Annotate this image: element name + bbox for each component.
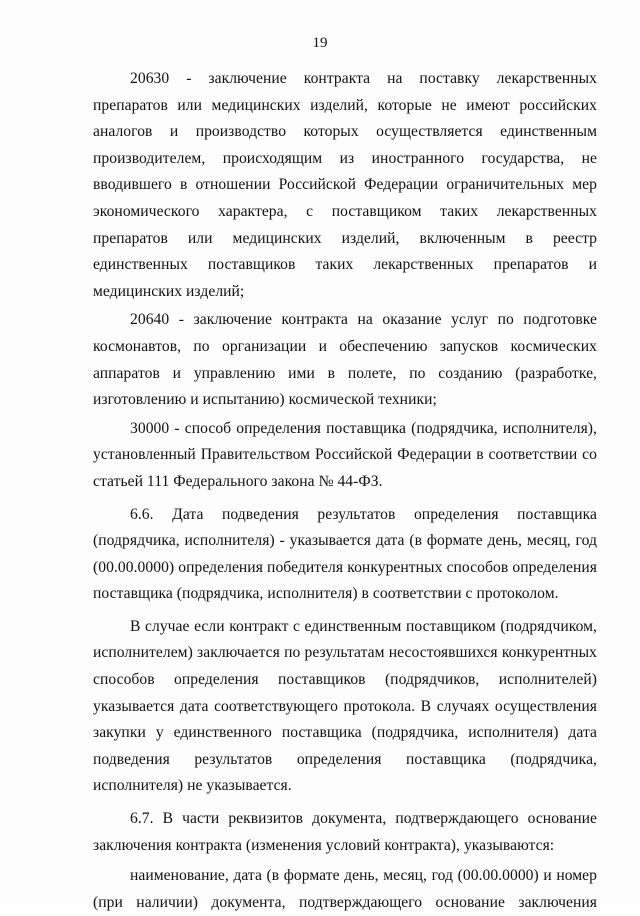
page-number: 19	[312, 35, 328, 51]
paragraph-sole-supplier: В случае если контракт с единственным поставщиком (подрядчиком, исполнителем) заключается по результатам несостоявшихся конкурентных способов определения поставщиков (подрядчиков, исполнителей) указывается дата соответствующего протокола. В случаях осуществления закупки у единственного поставщика (подрядчика, исполнителя) дата подведения результатов определения поставщика (подрядчика, исполнителя) не указывается.	[93, 617, 597, 795]
paragraph-code-30000: 30000 - способ определения поставщика (подрядчика, исполнителя), установленный Правительством Российской Федерации в соответствии со статьей 111 Федерального закона № 44-ФЗ.	[93, 419, 597, 490]
paragraph-section-6-6: 6.6. Дата подведения результатов определения поставщика (подрядчика, исполнителя) - указывается дата (в формате день, месяц, год (00.00.0000) определения победителя конкурентных способов определения поставщика (подрядчика, исполнителя) в соответствии с протоколом.	[93, 505, 597, 603]
paragraph-code-20630: 20630 - заключение контракта на поставку лекарственных препаратов или медицинских изделий, которые не имеют российских аналогов и производство которых осуществляется единственным производителем, происходящим из иностранного государства, не вводившего в отношении Российской Федерации ограничительных мер экономического характера, с поставщиком таких лекарственных препаратов или медицинских изделий, включенным в реестр единственных поставщиков таких лекарственных препаратов и медицинских изделий;	[93, 70, 597, 300]
paragraph-section-6-7: 6.7. В части реквизитов документа, подтверждающего основание заключения контракта (изменения условий контракта), указываются:	[93, 810, 597, 854]
paragraph-document-details: наименование, дата (в формате день, месяц, год (00.00.0000) и номер (при наличии) документа, подтверждающего основание заключения	[93, 867, 597, 911]
paragraph-code-20640: 20640 - заключение контракта на оказание услуг по подготовке космонавтов, по организации и обеспечению запусков космических аппаратов и управлению ими в полете, по созданию (разработке, изготовлению и испытанию) космической техники;	[93, 311, 597, 409]
document-body	[93, 66, 597, 916]
